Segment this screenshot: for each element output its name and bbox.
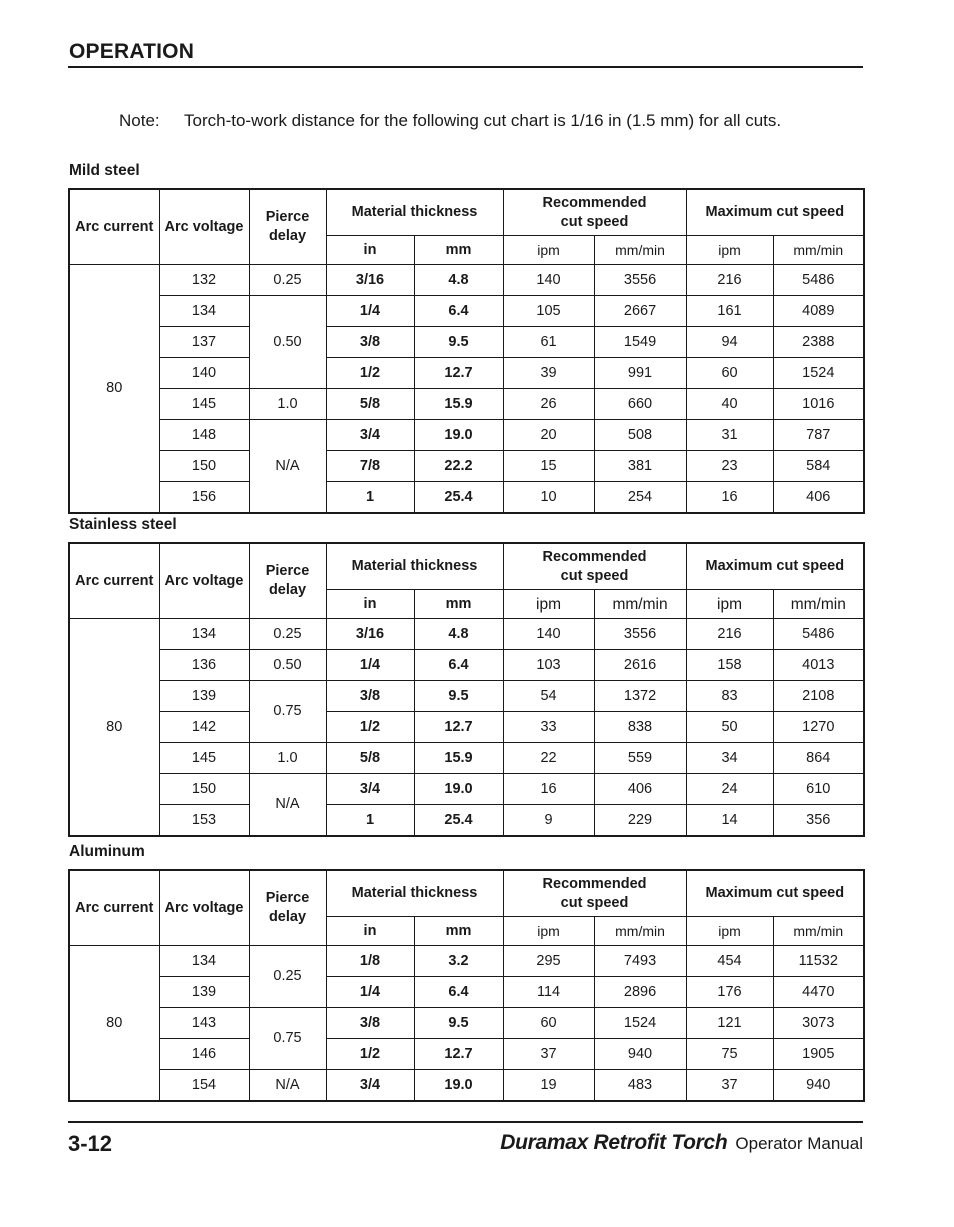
header-row: [69, 870, 864, 917]
table-row: [69, 482, 864, 514]
thickness-mm-cell: 6.4: [414, 650, 503, 681]
col-recommended-cut-speed-line1: Recommended: [542, 875, 647, 892]
col-recommended-cut-speed-line2: cut speed: [560, 567, 629, 584]
table-row: [69, 1039, 864, 1070]
col-recommended-cut-speed: [503, 870, 686, 917]
table-row: [69, 1070, 864, 1102]
col-recommended-cut-speed-line2: cut speed: [560, 894, 629, 911]
unit-mm-min: mm/min: [773, 917, 864, 946]
table-row: [69, 451, 864, 482]
col-pierce-delay-line1: Pierce: [265, 563, 310, 579]
thickness-mm-cell: 6.4: [414, 977, 503, 1008]
thickness-mm-cell: 22.2: [414, 451, 503, 482]
thickness-in-cell: 1/2: [326, 358, 414, 389]
thickness-mm-cell: 4.8: [414, 265, 503, 296]
thickness-in-cell: 1/4: [326, 977, 414, 1008]
recommended-ipm-cell: 140: [503, 265, 594, 296]
unit-in: in: [326, 236, 414, 265]
arc-voltage-cell: 143: [159, 1008, 249, 1039]
maximum-mm-min-cell: 4470: [773, 977, 864, 1008]
thickness-mm-cell: 19.0: [414, 774, 503, 805]
table-row: [69, 296, 864, 327]
maximum-ipm-cell: 94: [686, 327, 773, 358]
maximum-ipm-cell: 161: [686, 296, 773, 327]
recommended-ipm-cell: 15: [503, 451, 594, 482]
maximum-ipm-cell: 14: [686, 805, 773, 837]
header-row: [69, 543, 864, 590]
maximum-ipm-cell: 121: [686, 1008, 773, 1039]
maximum-mm-min-cell: 3073: [773, 1008, 864, 1039]
recommended-ipm-cell: 60: [503, 1008, 594, 1039]
table-row: [69, 650, 864, 681]
arc-voltage-cell: 156: [159, 482, 249, 514]
recommended-ipm-cell: 54: [503, 681, 594, 712]
header-row: [69, 189, 864, 236]
col-pierce-delay: [249, 189, 326, 265]
thickness-mm-cell: 15.9: [414, 389, 503, 420]
col-maximum-cut-speed: Maximum cut speed: [686, 189, 864, 236]
unit-mm-min: mm/min: [594, 590, 686, 619]
table-row: [69, 681, 864, 712]
thickness-mm-cell: 4.8: [414, 619, 503, 650]
recommended-mm-min-cell: 1549: [594, 327, 686, 358]
arc-voltage-cell: 132: [159, 265, 249, 296]
arc-voltage-cell: 139: [159, 977, 249, 1008]
recommended-mm-min-cell: 940: [594, 1039, 686, 1070]
pierce-delay-cell: N/A: [249, 774, 326, 837]
thickness-in-cell: 1/2: [326, 712, 414, 743]
col-pierce-delay-line2: delay: [268, 228, 307, 244]
thickness-in-cell: 5/8: [326, 743, 414, 774]
unit-mm-min: mm/min: [773, 236, 864, 265]
col-material-thickness: Material thickness: [326, 543, 503, 590]
unit-in: in: [326, 590, 414, 619]
maximum-mm-min-cell: 940: [773, 1070, 864, 1102]
recommended-ipm-cell: 103: [503, 650, 594, 681]
maximum-mm-min-cell: 1270: [773, 712, 864, 743]
thickness-mm-cell: 9.5: [414, 681, 503, 712]
maximum-ipm-cell: 60: [686, 358, 773, 389]
recommended-mm-min-cell: 254: [594, 482, 686, 514]
thickness-mm-cell: 19.0: [414, 1070, 503, 1102]
section-title-stainless-steel: Stainless steel: [69, 516, 177, 533]
recommended-ipm-cell: 61: [503, 327, 594, 358]
col-pierce-delay: [249, 870, 326, 946]
recommended-ipm-cell: 20: [503, 420, 594, 451]
col-pierce-delay-line1: Pierce: [265, 890, 310, 906]
recommended-mm-min-cell: 2896: [594, 977, 686, 1008]
product-name: Duramax Retrofit Torch: [500, 1131, 728, 1154]
arc-voltage-cell: 134: [159, 946, 249, 977]
maximum-ipm-cell: 16: [686, 482, 773, 514]
maximum-mm-min-cell: 2388: [773, 327, 864, 358]
unit-in: in: [326, 917, 414, 946]
recommended-ipm-cell: 16: [503, 774, 594, 805]
col-arc-current: Arc current: [69, 870, 159, 946]
unit-mm: mm: [414, 917, 503, 946]
arc-voltage-cell: 139: [159, 681, 249, 712]
maximum-mm-min-cell: 864: [773, 743, 864, 774]
manual-label: Operator Manual: [735, 1134, 863, 1153]
thickness-mm-cell: 12.7: [414, 712, 503, 743]
arc-voltage-cell: 134: [159, 296, 249, 327]
maximum-ipm-cell: 31: [686, 420, 773, 451]
pierce-delay-cell: 0.75: [249, 1008, 326, 1070]
arc-voltage-cell: 150: [159, 774, 249, 805]
thickness-in-cell: 3/8: [326, 681, 414, 712]
recommended-ipm-cell: 33: [503, 712, 594, 743]
table-row: [69, 619, 864, 650]
note-label: Note:: [119, 111, 160, 130]
col-pierce-delay-line2: delay: [268, 909, 307, 925]
maximum-mm-min-cell: 11532: [773, 946, 864, 977]
col-pierce-delay: [249, 543, 326, 619]
thickness-in-cell: 7/8: [326, 451, 414, 482]
thickness-mm-cell: 25.4: [414, 805, 503, 837]
maximum-ipm-cell: 50: [686, 712, 773, 743]
col-recommended-cut-speed: [503, 543, 686, 590]
recommended-mm-min-cell: 483: [594, 1070, 686, 1102]
recommended-ipm-cell: 39: [503, 358, 594, 389]
thickness-mm-cell: 12.7: [414, 1039, 503, 1070]
col-recommended-cut-speed-line2: cut speed: [560, 213, 629, 230]
thickness-mm-cell: 9.5: [414, 327, 503, 358]
section-title-mild-steel: Mild steel: [69, 162, 140, 179]
arc-current-cell: 80: [69, 265, 159, 514]
thickness-in-cell: 1/4: [326, 650, 414, 681]
arc-voltage-cell: 148: [159, 420, 249, 451]
maximum-mm-min-cell: 1524: [773, 358, 864, 389]
thickness-in-cell: 1: [326, 805, 414, 837]
recommended-ipm-cell: 37: [503, 1039, 594, 1070]
col-recommended-cut-speed: [503, 189, 686, 236]
recommended-ipm-cell: 140: [503, 619, 594, 650]
unit-mm-min: mm/min: [594, 917, 686, 946]
recommended-mm-min-cell: 991: [594, 358, 686, 389]
unit-ipm: ipm: [686, 917, 773, 946]
table-row: [69, 389, 864, 420]
maximum-ipm-cell: 40: [686, 389, 773, 420]
arc-voltage-cell: 136: [159, 650, 249, 681]
thickness-in-cell: 3/4: [326, 420, 414, 451]
unit-ipm: ipm: [503, 236, 594, 265]
maximum-mm-min-cell: 356: [773, 805, 864, 837]
arc-current-cell: 80: [69, 619, 159, 837]
note-text: Torch-to-work distance for the following cut chart is 1/16 in (1.5 mm) for all cuts.: [184, 111, 782, 130]
recommended-mm-min-cell: 1524: [594, 1008, 686, 1039]
recommended-mm-min-cell: 838: [594, 712, 686, 743]
recommended-ipm-cell: 22: [503, 743, 594, 774]
recommended-mm-min-cell: 1372: [594, 681, 686, 712]
arc-voltage-cell: 134: [159, 619, 249, 650]
maximum-ipm-cell: 75: [686, 1039, 773, 1070]
cut-chart-aluminum: [68, 869, 865, 1102]
cut-chart-mild-steel: [68, 188, 865, 514]
maximum-mm-min-cell: 5486: [773, 619, 864, 650]
unit-mm-min: mm/min: [773, 590, 864, 619]
note: [119, 111, 781, 131]
pierce-delay-cell: 0.25: [249, 265, 326, 296]
table-row: [69, 265, 864, 296]
maximum-ipm-cell: 37: [686, 1070, 773, 1102]
unit-mm-min: mm/min: [594, 236, 686, 265]
thickness-mm-cell: 19.0: [414, 420, 503, 451]
maximum-mm-min-cell: 5486: [773, 265, 864, 296]
header-rule: [68, 66, 863, 68]
recommended-mm-min-cell: 2616: [594, 650, 686, 681]
col-maximum-cut-speed: Maximum cut speed: [686, 870, 864, 917]
footer-rule: [68, 1121, 863, 1123]
thickness-mm-cell: 25.4: [414, 482, 503, 514]
col-recommended-cut-speed-line1: Recommended: [542, 548, 647, 565]
unit-ipm: ipm: [686, 590, 773, 619]
maximum-ipm-cell: 83: [686, 681, 773, 712]
arc-voltage-cell: 153: [159, 805, 249, 837]
maximum-ipm-cell: 454: [686, 946, 773, 977]
maximum-ipm-cell: 34: [686, 743, 773, 774]
recommended-ipm-cell: 105: [503, 296, 594, 327]
col-recommended-cut-speed-line1: Recommended: [542, 194, 647, 211]
thickness-mm-cell: 6.4: [414, 296, 503, 327]
maximum-mm-min-cell: 1016: [773, 389, 864, 420]
pierce-delay-cell: 0.50: [249, 296, 326, 389]
arc-voltage-cell: 146: [159, 1039, 249, 1070]
recommended-mm-min-cell: 381: [594, 451, 686, 482]
table-row: [69, 977, 864, 1008]
recommended-mm-min-cell: 7493: [594, 946, 686, 977]
unit-ipm: ipm: [503, 917, 594, 946]
table-row: [69, 805, 864, 837]
thickness-mm-cell: 12.7: [414, 358, 503, 389]
recommended-ipm-cell: 19: [503, 1070, 594, 1102]
recommended-mm-min-cell: 2667: [594, 296, 686, 327]
thickness-in-cell: 1/8: [326, 946, 414, 977]
table-row: [69, 420, 864, 451]
table-row: [69, 327, 864, 358]
arc-voltage-cell: 142: [159, 712, 249, 743]
arc-voltage-cell: 154: [159, 1070, 249, 1102]
thickness-in-cell: 5/8: [326, 389, 414, 420]
pierce-delay-cell: 1.0: [249, 389, 326, 420]
page-header-title: OPERATION: [69, 40, 195, 63]
maximum-mm-min-cell: 787: [773, 420, 864, 451]
pierce-delay-cell: 0.25: [249, 946, 326, 1008]
thickness-in-cell: 3/16: [326, 619, 414, 650]
col-arc-voltage: Arc voltage: [159, 189, 249, 265]
cut-chart-stainless-steel: [68, 542, 865, 837]
section-title-aluminum: Aluminum: [69, 843, 145, 860]
col-maximum-cut-speed: Maximum cut speed: [686, 543, 864, 590]
col-pierce-delay-line1: Pierce: [265, 209, 310, 225]
thickness-in-cell: 1/2: [326, 1039, 414, 1070]
maximum-mm-min-cell: 4089: [773, 296, 864, 327]
maximum-ipm-cell: 24: [686, 774, 773, 805]
page-number: 3-12: [68, 1131, 113, 1156]
maximum-ipm-cell: 216: [686, 265, 773, 296]
recommended-mm-min-cell: 559: [594, 743, 686, 774]
arc-voltage-cell: 145: [159, 389, 249, 420]
table-row: [69, 743, 864, 774]
recommended-mm-min-cell: 508: [594, 420, 686, 451]
thickness-in-cell: 3/16: [326, 265, 414, 296]
thickness-mm-cell: 3.2: [414, 946, 503, 977]
thickness-mm-cell: 15.9: [414, 743, 503, 774]
col-material-thickness: Material thickness: [326, 870, 503, 917]
arc-current-cell: 80: [69, 946, 159, 1102]
thickness-mm-cell: 9.5: [414, 1008, 503, 1039]
pierce-delay-cell: 0.50: [249, 650, 326, 681]
maximum-mm-min-cell: 584: [773, 451, 864, 482]
unit-mm: mm: [414, 590, 503, 619]
table-row: [69, 946, 864, 977]
table-row: [69, 1008, 864, 1039]
arc-voltage-cell: 150: [159, 451, 249, 482]
maximum-mm-min-cell: 2108: [773, 681, 864, 712]
thickness-in-cell: 1/4: [326, 296, 414, 327]
recommended-mm-min-cell: 660: [594, 389, 686, 420]
col-arc-voltage: Arc voltage: [159, 543, 249, 619]
pierce-delay-cell: N/A: [249, 1070, 326, 1102]
arc-voltage-cell: 145: [159, 743, 249, 774]
unit-ipm: ipm: [686, 236, 773, 265]
maximum-mm-min-cell: 610: [773, 774, 864, 805]
thickness-in-cell: 3/4: [326, 774, 414, 805]
recommended-ipm-cell: 114: [503, 977, 594, 1008]
thickness-in-cell: 3/8: [326, 327, 414, 358]
col-material-thickness: Material thickness: [326, 189, 503, 236]
col-arc-current: Arc current: [69, 189, 159, 265]
table-row: [69, 358, 864, 389]
maximum-mm-min-cell: 4013: [773, 650, 864, 681]
recommended-ipm-cell: 295: [503, 946, 594, 977]
maximum-ipm-cell: 176: [686, 977, 773, 1008]
recommended-ipm-cell: 26: [503, 389, 594, 420]
recommended-mm-min-cell: 3556: [594, 265, 686, 296]
arc-voltage-cell: 140: [159, 358, 249, 389]
recommended-ipm-cell: 9: [503, 805, 594, 837]
col-arc-current: Arc current: [69, 543, 159, 619]
pierce-delay-cell: N/A: [249, 420, 326, 514]
thickness-in-cell: 1: [326, 482, 414, 514]
col-arc-voltage: Arc voltage: [159, 870, 249, 946]
maximum-mm-min-cell: 1905: [773, 1039, 864, 1070]
maximum-ipm-cell: 23: [686, 451, 773, 482]
recommended-mm-min-cell: 229: [594, 805, 686, 837]
col-pierce-delay-line2: delay: [268, 582, 307, 598]
recommended-mm-min-cell: 406: [594, 774, 686, 805]
thickness-in-cell: 3/4: [326, 1070, 414, 1102]
thickness-in-cell: 3/8: [326, 1008, 414, 1039]
unit-mm: mm: [414, 236, 503, 265]
arc-voltage-cell: 137: [159, 327, 249, 358]
maximum-ipm-cell: 216: [686, 619, 773, 650]
table-row: [69, 712, 864, 743]
unit-ipm: ipm: [503, 590, 594, 619]
maximum-mm-min-cell: 406: [773, 482, 864, 514]
pierce-delay-cell: 1.0: [249, 743, 326, 774]
pierce-delay-cell: 0.25: [249, 619, 326, 650]
recommended-mm-min-cell: 3556: [594, 619, 686, 650]
table-row: [69, 774, 864, 805]
pierce-delay-cell: 0.75: [249, 681, 326, 743]
footer-product: [500, 1131, 863, 1155]
maximum-ipm-cell: 158: [686, 650, 773, 681]
recommended-ipm-cell: 10: [503, 482, 594, 514]
